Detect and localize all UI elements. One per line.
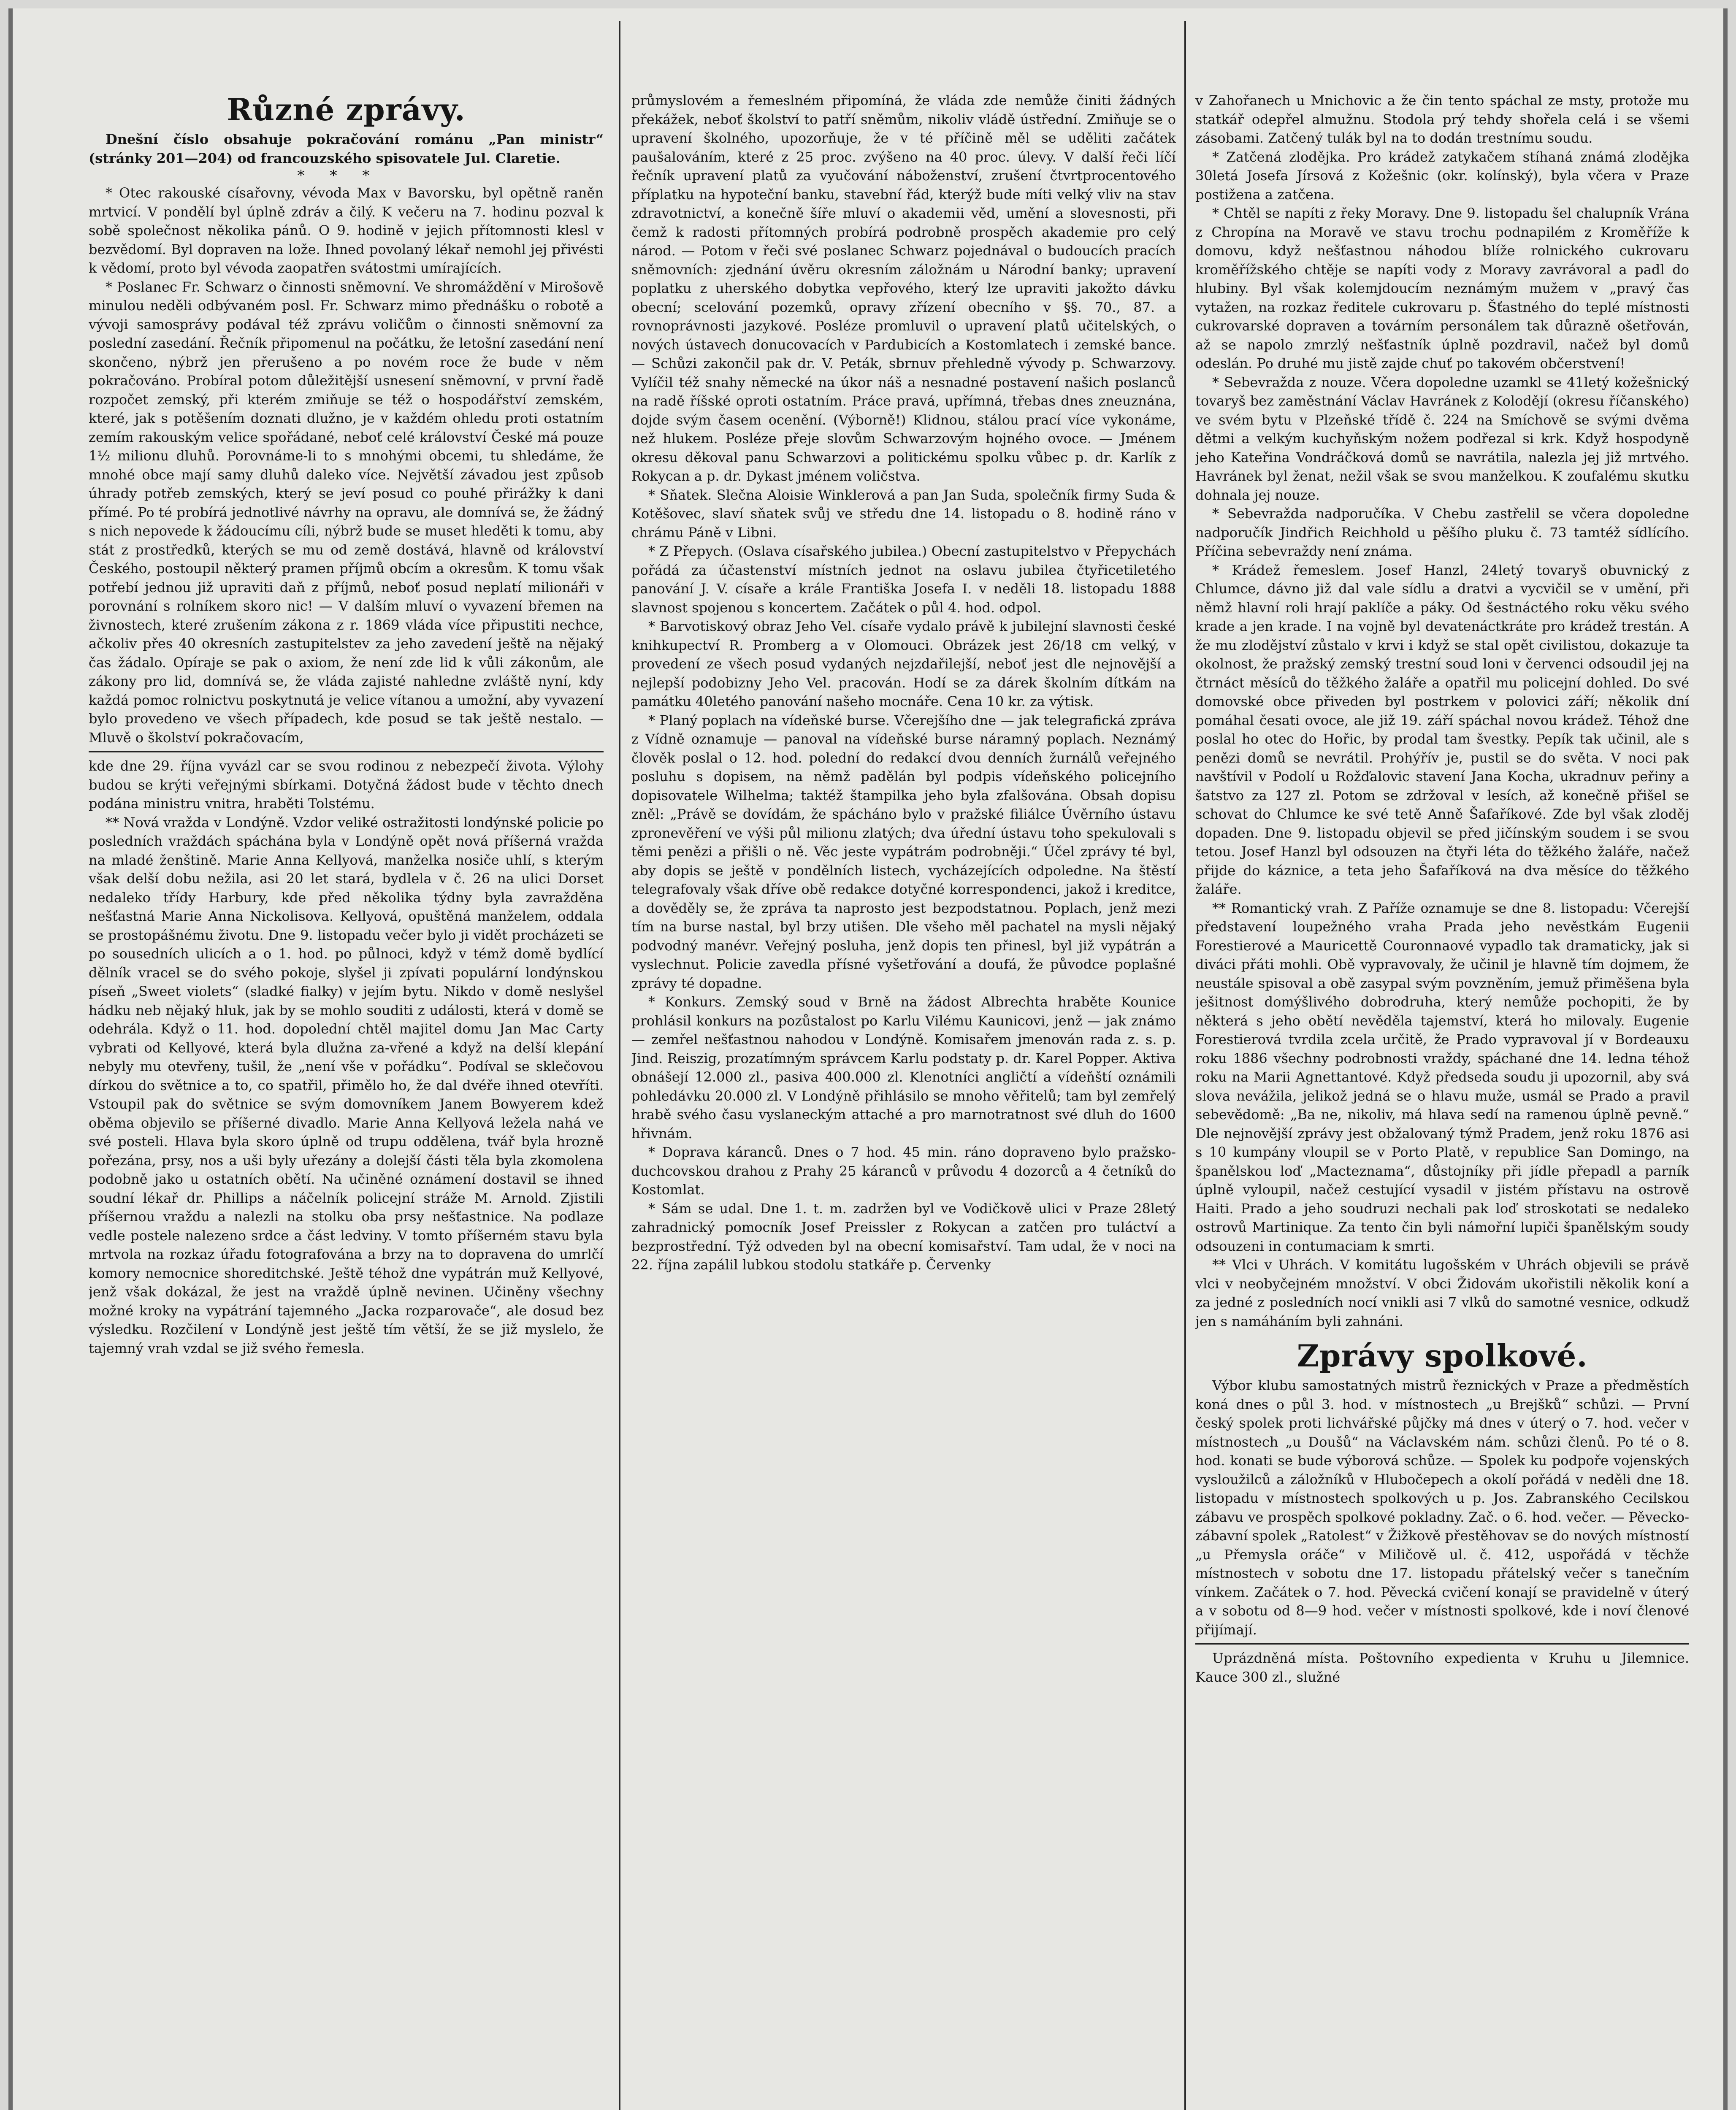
article-zatcena-zlodejka: * Zatčená zlodějka. Pro krádež zatykačem stíhaná známá zlodějka 30letá Josefa Jírsová z Kožešnic (okr. kolínský), byla včera v Praze postižena a zatčena. [1195,149,1689,203]
article-plany-poplach: * Planý poplach na vídeňské burse. Včerejšího dne — jak telegrafická zpráva z Vídně oznamuje — panoval na vídeňské burse náramný poplach. Neznámý člověk poslal o 12. hod. polední do redakcí dvou denních žurnálů veřejného posluhu s dopisem, na němž padělán byl podpis vídeňského policejního dopisovatele Wilhelma; taktéž štampilka jeho byla zfalšována. Obsah dopisu zněl: „Právě se dovídám, že spácháno bylo v pražské filiálce Úvěrního ústavu zpronevěření ve výši půl milionu zlatých; dva úřední ústavu toho spekulovali s těmi penězi a přišli o ně. Věc jeste vypátrám podrobněji.“ Účel zprávy té byl, aby dopis se ještě v pondělních listech, vycházejících odpoledne. Na štěstí telegrafovaly však dříve obě redakce dotyčné korrespondenci, jakož i kreditce, a dověděly se, že zpráva ta naprosto jest bezpodstatnou. Poplach, jenž mezi tím na burse nastal, byl brzy utišen. Dle všeho měl pachatel na mysli nějaký podvodný manévr. Veřejný posluha, jenž dopis ten přinesl, byl již vypátrán a vyslechnut. Policie zavedla přísné vyšetřování a doufá, že původce poplašné zprávy té dopadne. [631,712,1176,991]
article-spolky: Výbor klubu samostatných mistrů řeznických v Praze a předměstích koná dnes o půl 3. hod. v místnostech „u Brejšků“ schůzi. — První český spolek proti lichvářské půjčky má dnes v úterý o 7. hod. večer v místnostech „u Doušů“ na Václavském nám. schůzi členů. Po té o 8. hod. konati se bude výborová schůze. — Spolek ku podpoře vojenských vysloužilců a záložníků v Hlubočepech a okolí pořádá v neděli dne 18. listopadu v místnostech spolkových u p. Jos. Zabranského Cecilskou zábavu ve prospěch spolkové pokladny. Zač. o 6. hod. večer. — Pěvecko-zábavní spolek „Ratolest“ v Žižkově přestěhovav se do nových místností „u Přemysla oráče“ v Miličově ul. č. 412, uspořádá v těchže místnostech v sobotu dne 17. listopadu přátelský večer s tanečním vínkem. Začátek o 7. hod. Pěvecká cvičení konají se pravidelně v úterý a v sobotu od 8—9 hod. večer v místnosti spolkové, kde i noví členové přijímají. [1195,1377,1689,1638]
article-z-prepych: * Z Přepych. (Oslava císařského jubilea.) Obecní zastupitelstvo v Přepychách pořádá za účastenství místních jednot na oslavu jubilea čtyřicetiletého panování J. V. císaře a krále Františka Josefa I. v neděli 18. listopadu 1888 slavnost spojenou s koncertem. Začátek o půl 4. hod. odpol. [631,543,1176,616]
separator-stars: *** [297,167,395,184]
column-2 [631,91,1176,1274]
article-barvotiskovy-obraz: * Barvotiskový obraz Jeho Vel. císaře vydalo právě k jubilejní slavnosti české knihkupectví R. Promberg a v Olomouci. Obrázek jest 26/18 cm velký, v provedení ze všech posud vydaných nejzdařilejší, neboť jest dle nejnovější a nejlepší podobizny Jeho Vel. pracován. Hodí se za dárek školním dítkám na památku 40letého panování našeho mocnáře. Cena 10 kr. za výtisk. [631,618,1176,709]
article-zahoranech-continued: v Zahořanech u Mnichovic a že čin tento spáchal ze msty, protože mu statkář odepřel almužnu. Stodola prý tehdy shořela celá i se všemi zásobami. Zatčený tulák byl na to dodán trestnímu soudu. [1195,92,1689,146]
article-vrazda-londyn: ** Nová vražda v Londýně. Vzdor veliké ostražitosti londýnské policie po posledních vraždách spáchána byla v Londýně opět nová příšerná vražda na mladé ženštině. Marie Anna Kellyová, manželka nosiče uhlí, s kterým však delší dobu nežila, asi 20 let stará, bydlela v č. 26 na ulici Dorset nedaleko třídy Harbury, kde před několika týdny byla zavražděna nešťastná Marie Anna Nickolisova. Kellyová, opuštěná manželem, oddala se prostopášnému životu. Dne 9. listopadu večer bylo ji vidět procházeti se po sousedních ulicích a o 1. hod. po půlnoci, když v témž domě bydlící dělník vracel se do svého pokoje, slyšel ji zpívati populární londýnskou píseň „Sweet violets“ (sladké fialky) v jejím bytu. Nikdo v domě neslyšel hádku neb nějaký hluk, jak by se mohlo souditi z události, která v domě se odehrála. Když o 11. hod. dopolední chtěl majitel domu Jan Mac Carty vybrati od Kellyové, která byla dlužna za-vřené a když na delší klepání nebyly mu otevřeny, tušil, že „není vše v pořádku“. Podíval se sklečovou dírkou do světnice a to, co spatřil, přimělo ho, že dal dvéře ihned otevříti. Vstoupil pak do světnice se svým domovníkem Janem Bowyerem kdež oběma objevilo se příšerné divadlo. Marie Anna Kellyová ležela nahá ve své posteli. Hlava byla skoro úplně od trupu oddělena, tvář byla hrozně pořezána, prsy, nos a uši byly uřezány a dolejší části těla byla zkomolena podobně jako u ostatních obětí. Na učiněné oznámení dostavil se ihned soudní lékař dr. Phillips a náčelník policejní stráže M. Arnold. Zjistili příšernou vraždu a nalezli na stolku oba prsy nešťastnice. Na podlaze vedle postele nalezeno srdce a část ledviny. V tomto příšerném stavu byla mrtvola na rozkaz úřadu fotografována a brzy na to dopravena do umrlčí komory nemocnice shoreditchské. Ještě téhož dne vypátrán muž Kellyové, jenž však dokázal, že jest na vraždě úplně nevinen. Učiněny všechny možné kroky na vypátrání tajemného „Jacka rozparovače“, ale dosud bez výsledku. Rozčilení v Londýně jest ještě tím větší, že se již myslelo, že tajemný vrah vzdal se již svého řemesla. [89,814,604,1356]
newspaper-page [8,8,1728,2110]
scan-edge-left [8,8,13,2110]
article-reka-morava: * Chtěl se napíti z řeky Moravy. Dne 9. listopadu šel chalupník Vrána z Chropína na Moravě ve stavu trochu podnapilém z Kroměříže k domovu, když nešťastnou náhodou blíže rolnického cukrovaru kroměřížského chtěje se napíti vody z Moravy zavrávoral a padl do hlubiny. Byl však kolemjdoucím neznámým mužem v „pravý čas vytažen, na rozkaz ředitele cukrovaru p. Šťastného do teplé místnosti cukrovarské dopraven a továrním personálem tak důrazně ošetřován, až se napolo zmrzlý nešťastník úplně pozdravil, načež byl domů odeslán. Po druhé mu jistě zajde chuť po takovém občerstvení! [1195,205,1689,371]
article-konkurs: * Konkurs. Zemský soud v Brně na žádost Albrechta hraběte Kounice prohlásil konkurs na pozůstalost po Karlu Vilému Kaunicovi, jenž — jak známo — zemřel nešťastnou nahodou v Londýně. Komisařem jmenován rada z. s. p. Jind. Reiszig, prozatímným správcem Karlu podstaty p. dr. Karel Popper. Aktiva obnášejí 12.000 zl., pasiva 400.000 zl. Klenotníci angličtí a vídeňští oznámili pohledávku 20.000 zl. V Londýně přihlásilo se mnoho věřitelů; tam byl zemřelý hrabě svého času vyslaneckým attaché a pro marnotratnost své dluh do 1600 hřivnám. [631,994,1176,1142]
scan-edge-right [1723,8,1728,2110]
article-sam-se-udal: * Sám se udal. Dne 1. t. m. zadržen byl ve Vodičkově ulici v Praze 28letý zahradnický pomocník Josef Preissler z Rokycan a zatčen pro tuláctví a bezprostřední. Týž odveden byl na obecní komisařství. Tam udal, že v noci na 22. října zapálil lubkou stodolu statkáře p. Červenky [631,1200,1176,1273]
article-otec-cisarovny: * Otec rakouské císařovny, vévoda Max v Bavorsku, byl opětně raněn mrtvicí. V pondělí byl úplně zdráv a čilý. K večeru na 7. hodinu pozval k sobě společnost několika pánů. O 9. hodině v jejich přítomnosti klesl v bezvědomí. Byl dopraven na lože. Ihned povolaný lékař nemohl jej přivésti k vědomí, proto byl vévoda zaopatřen svátostmi umírajících. [89,185,604,276]
article-kradez-remeslem: * Krádež řemeslem. Josef Hanzl, 24letý tovaryš obuvnický z Chlumce, dávno již dal vale sídlu a dratvi a vycvičil se v umění, při němž hlavní roli hrají paklíče a páky. Od šestnáctého roku věku svého krade a jen krade. I na vojně byl devatenáctkráte pro krádež trestán. A že mu zlodějství zůstalo v krvi i když se stal opět civilistou, dokazuje ta okolnost, že pražský zemský trestní soud loni v červenci odsoudil jej na čtrnáct měsíců do těžkého žaláře a opatřil mu policejní dohled. Do své domovské obce přiveden byl postrkem v polovici září; několik dní pomáhal česati ovoce, ale již 19. září spáchal novou krádež. Téhož dne poslal ho otec do Hořic, by prodal tam švestky. Pepík tak učinil, ale s penězi domů se nevrátil. Prohýřív je, pustil se do světa. V noci pak navštívil v Podolí u Rožďalovic stavení Jana Kocha, ukradnuv peřiny a šatstvo za 127 zl. Potom se zdržoval v lesích, až konečně přišel se schovat do Chlumce ke své tetě Anně Šafaříkové. Zde byl však zloděj dopaden. Dne 9. listopadu objevil se před jičínským soudem i se svou tetou. Josef Hanzl byl odsouzen na čtyři léta do těžkého žaláře, načež přijde do káznice, a teta jeho Šafaříková na dva měsíce do těžkého žaláře. [1195,562,1689,897]
section-divider [1195,1643,1689,1645]
article-sebevrazda-nadporucika: * Sebevražda nadporučíka. V Chebu zastřelil se včera dopoledne nadporučík Jindřich Reichhold u pěšího pluku č. 73 tamtéž sídlícího. Příčina sebevraždy není známa. [1195,506,1689,559]
section-heading-ruzne-zpravy: Různé zprávy. [227,92,466,127]
article-vlci-v-uhrach: ** Vlci v Uhrách. V komitátu lugošském v Uhrách objevili se právě vlci v neobyčejném množství. V obci Židovám ukořistili několik koní a za jedné z posledních nocí vnikli asi 7 vlků do samotné vesnice, odkudž jen s namáháním byli zahnáni. [1195,1257,1689,1329]
article-snatek: * Sňatek. Slečna Aloisie Winklerová a pan Jan Suda, společník firmy Suda & Kotěšovec, slaví sňatek svůj ve středu dne 14. listopadu o 8. hodině ráno v chrámu Páně v Libni. [631,487,1176,541]
column-rule-2 [1184,21,1186,2110]
article-poslanec-schwarz: * Poslanec Fr. Schwarz o činnosti sněmovní. Ve shromáždění v Mirošově minulou neděli odbývaném posl. Fr. Schwarz mimo přednášku o robotě a vývoji samosprávy podával též zprávu voličům o činnosti sněmovní za poslední zasedání. Řečník připomenul na počátku, že letošní zasedání není skončeno, nýbrž jen přerušeno a po novém roce že bude v něm pokračováno. Probíral potom důležitější usnesení sněmovní, v první řadě rozpočet zemský, při kterém zmiňuje se též o hospodářství zemském, které, jak s potěšením doznati dlužno, je v každém ohledu proti ostatním zemím rakouským velice spořádané, neboť celé království České má pouze 1½ milionu dluhů. Porovnáme-li to s mnohými obcemi, tu shledáme, že mnohé obce mají samy dluhů daleko více. Největší závadou jest způsob úhrady potřeb zemských, který se jeví posud co pouhé přirážky k dani přímé. Po té probírá jednotlivé návrhy na opravu, ale domnívá se, že žádný s nich nepovede k žádoucímu cíli, nýbrž bude se muset hleděti k tomu, aby stát z prostředků, kterých se mu od země dostává, hlavně od království Českého, postoupil některý pramen příjmů obcím a okresům. K tomu však potřebí jednou již upraviti daň z příjmů, neboť posud neplatí milionáři v porovnání s rolníkem skoro nic! — V dalším mluví o vyvazení břemen na živnostech, které zrušením zákona z r. 1869 vláda více připustiti nechce, ačkoliv přes 40 okresních zastupitelstev za jeho zavedení ještě na nějaký čas žádalo. Opíraje se pak o axiom, že není zde lid k vůli zákonům, ale zákony pro lid, domnívá se, že vláda zajisté nahledne zvláště nyní, kdy každá pomoc rolnictvu poskytnutá je velice vítanou a umožní, aby vyvazení bylo provedeno ve všech případech, kde posud se tak ještě nestalo. — Mluvě o školství pokračovacím, [89,279,604,746]
column-rule-1 [619,21,620,2110]
article-uprazdnena-mista: Uprázdněná místa. Poštovního expedienta v Kruhu u Jilemnice. Kauce 300 zl., služné [1195,1650,1689,1685]
article-romanticky-vrah: ** Romantický vrah. Z Paříže oznamuje se dne 8. listopadu: Včerejší představení loupežného vraha Prada jeho nevěstkám Eugenii Forestierové a Mauricettě Couronnaové vypadlo tak dramaticky, jak si diváci přáti mohli. Obě vypravovaly, že učinil je hlavně tím dojmem, že neustále spisoval a obě zasypal svým povzněním, jemuž přiměšena byla ješitnost domýšlivého dobrodruha, který nemůže pochopiti, že by některá s jeho obětí nevěděla tajemství, která ho milovaly. Eugenie Forestierová tvrdila zcela určitě, že Prado vypravoval jí v Bordeauxu roku 1886 všechny podrobnosti vraždy, spáchané dne 14. ledna téhož roku na Marii Agnettantové. Když předseda soudu ji upozornil, aby svá slova nevážila, jelikož jedná se o hlavu muže, usmál se Prado a pravil sebevědomě: „Ba ne, nikoliv, má hlava sedí na ramenou úplně pevně.“ Dle nejnovější zprávy jest obžalovaný týmž Pradem, jenž roku 1876 asi s 10 kumpány vloupil se v Porto Platě, v republice San Domingo, na španělskou loď „Macteznama“, důstojníky při jídle přepadl a parník úplně vyloupil, načež cestující vysadil v jistém přístavu na ostrově Haiti. Prado a jeho soudruzi nechali pak loď stroskotati se nedaleko ostrovů Martinique. Za tento čin byli námořní lupiči španělským soudy odsouzeni in contumaciam k smrti. [1195,900,1689,1254]
column-1 [89,84,604,1358]
article-continuation: kde dne 29. října vyvázl car se svou rodinou z nebezpečí života. Výlohy budou se krýti veřejnými sbírkami. Dotyčná žádost bude v těchto dnech podána ministru vnitra, hraběti Tolstému. [89,758,604,812]
article-doprava-karancu: * Doprava káranců. Dnes o 7 hod. 45 min. ráno dopraveno bylo pražsko-duchcovskou drahou z Prahy 25 káranců v průvodu 4 dozorců a 4 četníků do Kostomlat. [631,1144,1176,1198]
article-sebevrazda-z-nouze: * Sebevražda z nouze. Včera dopoledne uzamkl se 41letý kožešnický tovaryš bez zaměstnání Václav Havránek z Kolodějí (okresu říčanského) ve svém bytu v Plzeňské třídě č. 224 na Smíchově se svými dvěma dětmi a velkým kuchyňským nožem podřezal si krk. Když hospodyně jeho Kateřina Vondráčková domů se navrátila, nalezla jej již mrtvého. Havránek byl ženat, nežil však se svou manželkou. K zoufalému skutku dohnala jej nouze. [1195,374,1689,503]
column-3 [1195,91,1689,1686]
intro-notice: Dnešní číslo obsahuje pokračování románu „Pan ministr“ (stránky 201—204) od francouzského spisovatele Jul. Claretie. [89,131,604,166]
section-heading-zpravy-spolkove: Zprávy spolkové. [1297,1338,1588,1374]
column-divider [89,751,604,752]
article-schwarz-continued: průmyslovém a řemeslném připomíná, že vláda zde nemůže činiti žádných překážek, neboť školství to patří sněmům, nikoliv vládě ústřední. Zmiňuje se o upravení školného, upozorňuje, že v té příčině měl se uděliti začátek paušalováním, které z 25 proc. zvýšeno na 40 proc. úlevy. V další řeči líčí řečník upravení platů za vyučování náboženství, zrušení čtvrtprocentového příplatku na hypoteční banku, stavební řád, kterýž bude míti velký vliv na stav zdravotnictví, a konečně šíře mluví o akademii věd, umění a slovesnosti, při čemž k radosti přítomných probírá podrobně prospěch akademie pro celý národ. — Potom v řeči své poslanec Schwarz pojednával o budoucích pracích sněmovních: zjednání úvěru okresním záložnám u Národní banky; upravení poplatku z uherského dobytka vepřového, který lze upraviti jakožto dávku obecní; scelování pozemků, opravy zřízení obecního v §§. 70., 87. a rovnoprávnosti jazykové. Posléze promluvil o upravení platů učitelských, o nových ústavech donucovacích v Pardubicích a Kostomlatech i zemské bance. — Schůzi zakončil pak dr. V. Peták, sbrnuv přehledně vývody p. Schwarzovy. Vylíčil též snahy německé na úkor náš a nesnadné postavení našich poslanců na radě říšské oproti ostatním. Práce pravá, upřímná, třebas dnes zneuznána, dojde svým časem ocenění. (Výborně!) Klidnou, stálou prací více vykonáme, než hlukem. Posléze přeje slovům Schwarzovým hojného ovoce. — Jménem okresu děkoval panu Schwarzovi a politickému spolku vůbec p. dr. Karlík z Rokycan a p. dr. Dykast jménem voličstva. [631,92,1176,484]
